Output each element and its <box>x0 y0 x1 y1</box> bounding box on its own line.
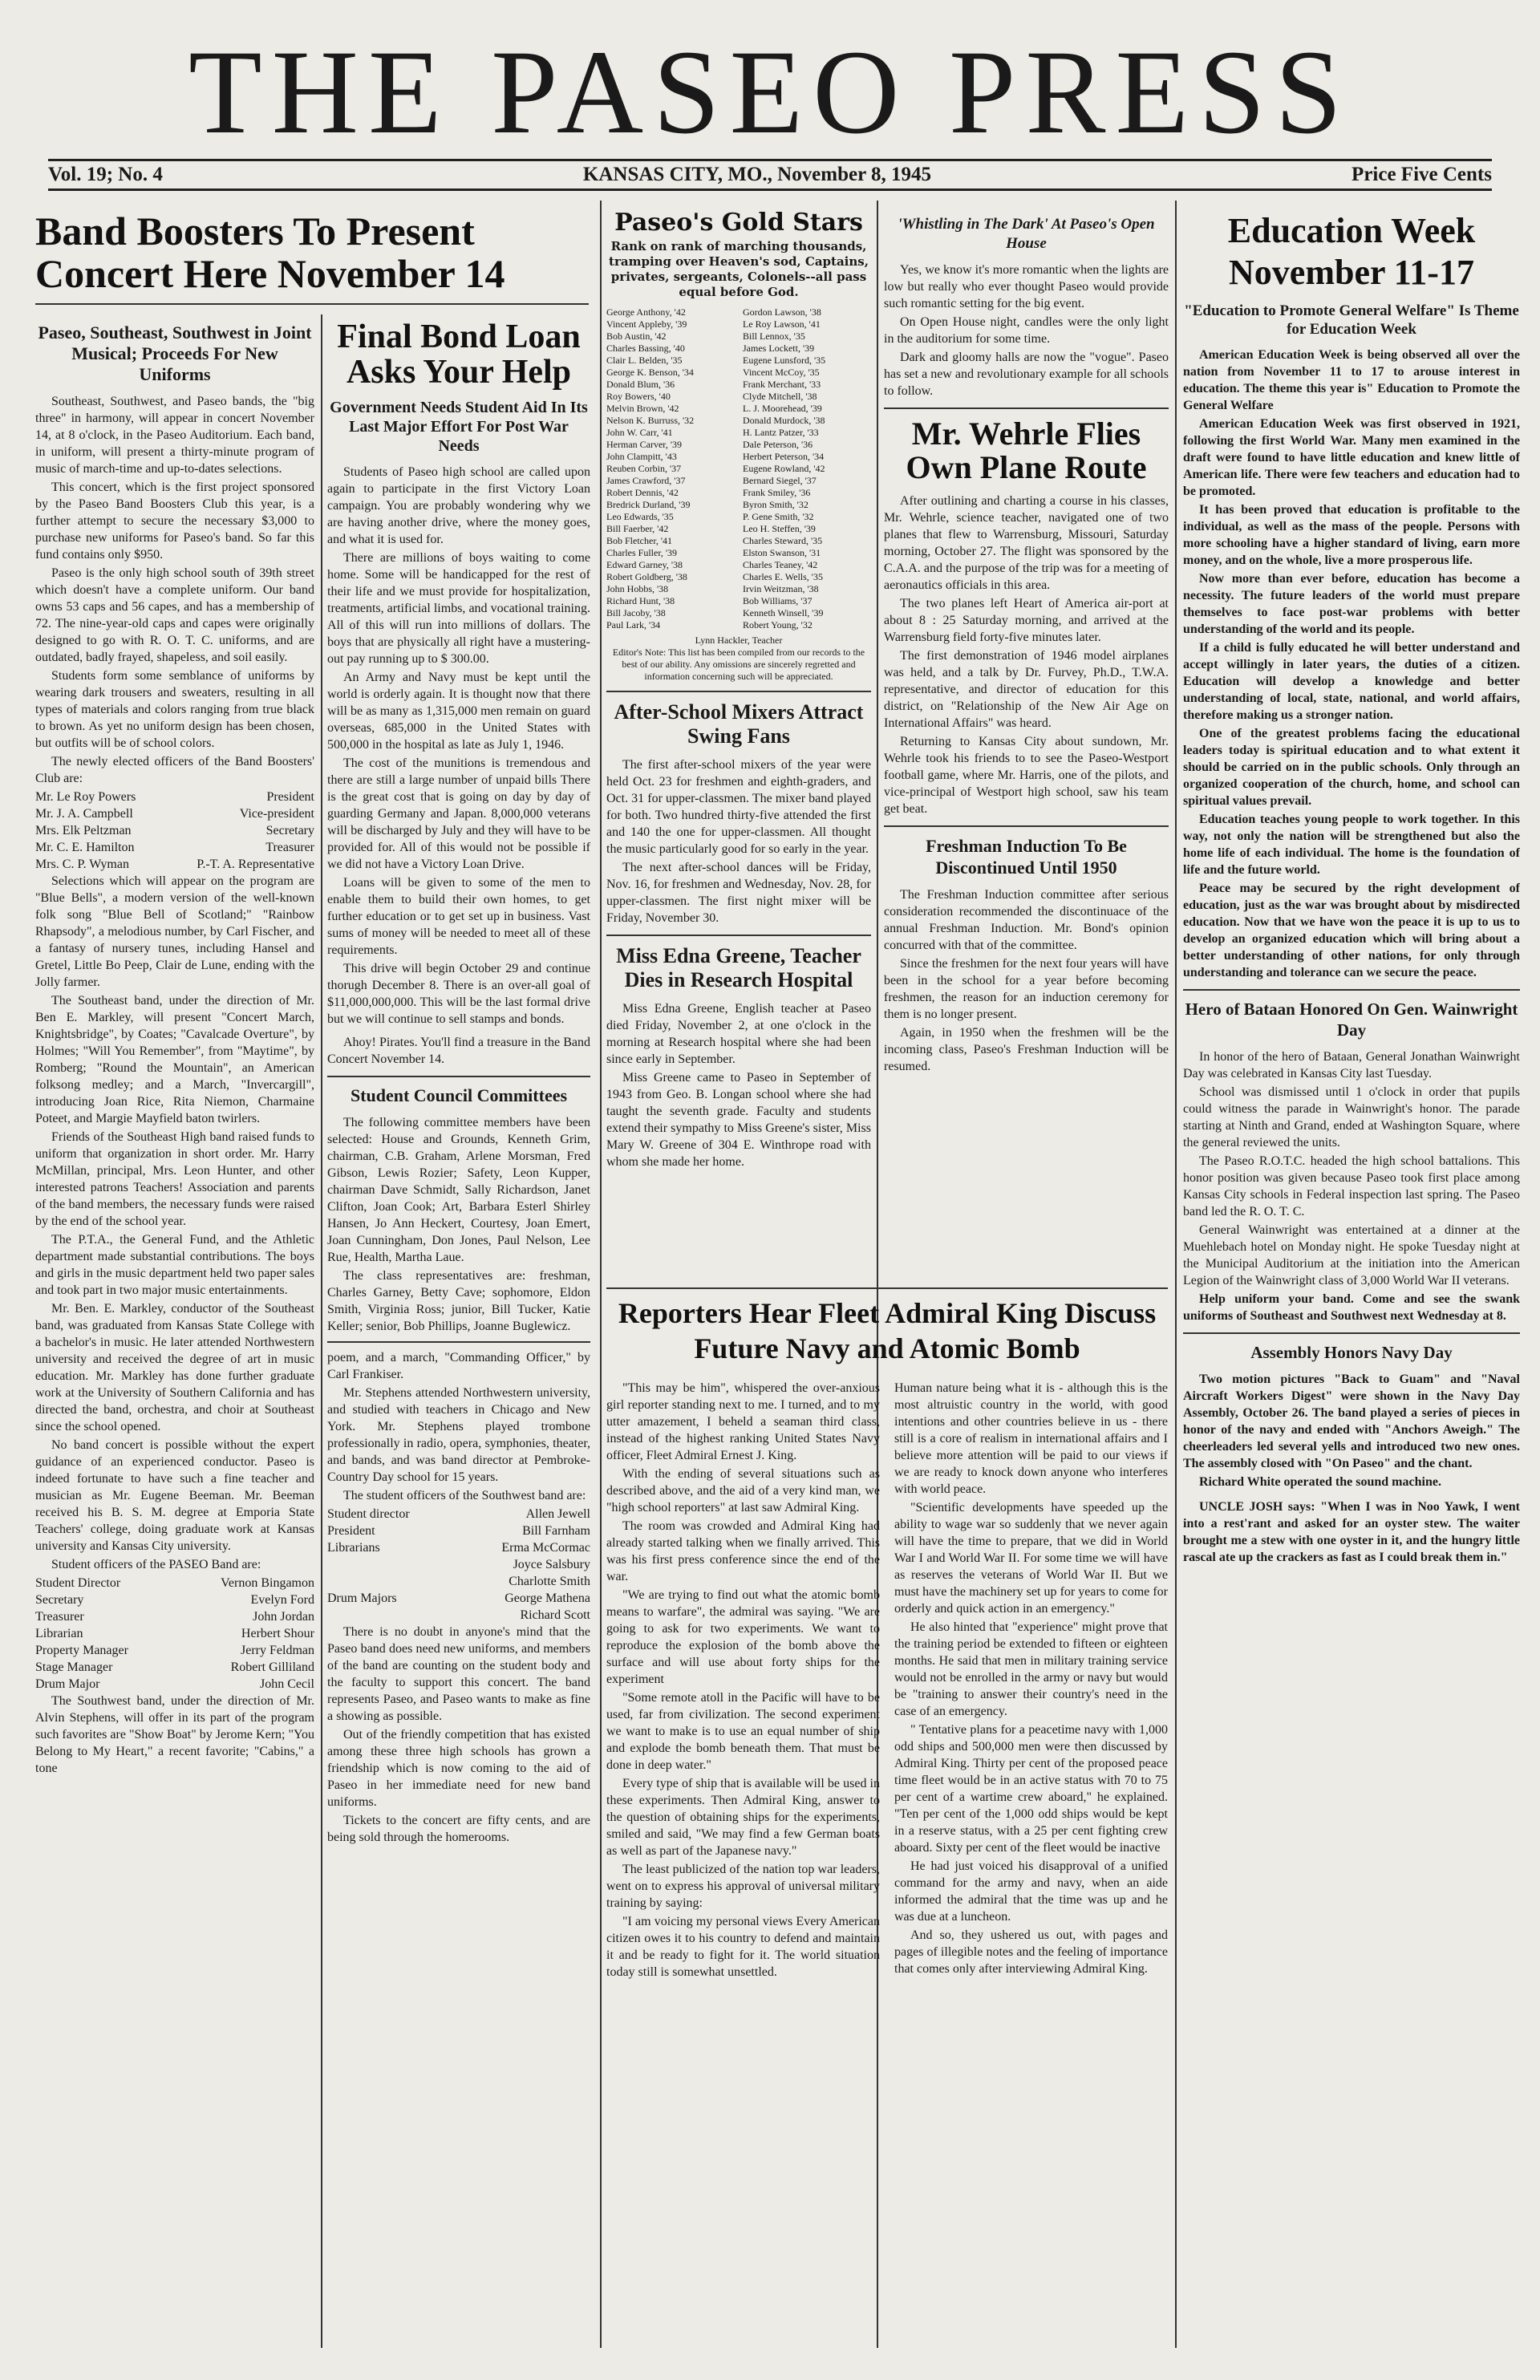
band-subhead: Paseo, Southeast, Southwest in Joint Musical; Proceeds For New Uniforms <box>38 322 312 384</box>
bond-body <box>327 464 590 1068</box>
price: Price Five Cents <box>1352 164 1492 185</box>
section-rule <box>1183 1332 1520 1334</box>
band-paragraph: Mr. Ben. E. Markley, conductor of the Southeast band, was graduated from Kansas State College with a bachelor's in music. He later attended Northwestern university and received the degree of art in music education. Mr. Markley has done further graduate work at the University of Southern California and has directed the band, orchestra, and choir at Southeast since the school opened. <box>35 1302 314 1433</box>
gold-stars-article <box>606 207 871 1278</box>
gold-star-name: Bill Faerber, '42 <box>606 522 669 534</box>
band-paragraph: Students form some semblance of uniforms by wearing dark trousers and sweaters, resulting in all types of materials and colors ranging from true black to brown. As yet no uniform design has been chosen, but outfits will be of school colors. <box>35 669 314 750</box>
freshman-paragraph: Since the freshmen for the next four years will have been in the school for a year before becoming freshmen, the reason for an induction ceremony for them is no longer present. <box>884 957 1169 1021</box>
gold-star-name: Charles Fuller, '39 <box>606 546 678 558</box>
band-paragraph: No band concert is possible without the expert guidance of an experienced conductor. Paseo is indeed fortunate to have such a fine teacher and musician as Mr. Eugene Beeman. Mr. Beeman received his B. S. M. degree at Emporia State Teachers' college, doing graduate work at Kansas university and Kansas City university. <box>35 1438 314 1553</box>
king-paragraph: " Tentative plans for a peacetime navy with 1,000 odd ships and 500,000 men were then discussed by Admiral King. Thirty per cent of the proposed peace time fleet would be in an active status with 70 to 75 per cent of a wartime crew aboard," he explained. "Ten per cent of the 1,000 odd ships would be kept in a reserve status, with a 25 per cent fighting crew aboard. Sixty per cent of the fleet would be inactive <box>894 1723 1168 1855</box>
whistling-paragraph: Dark and gloomy halls are now the "vogue". Paseo has set a new and revolutionary example for all schools to follow. <box>884 351 1169 398</box>
gold-star-name: Donald Murdock, '38 <box>743 414 825 426</box>
bataan-paragraph: General Wainwright was entertained at a dinner at the Muehlebach hotel on Monday night. He spoke Tuesday night at the Municipal Auditorium at the initiation into the American Legion of the Wainwright class of 3,000 World War II veterans. <box>1183 1223 1520 1287</box>
gold-star-name: Donald Blum, '36 <box>606 378 675 390</box>
king-paragraph: The room was crowded and Admiral King had already started talking when we finally arrived. This was his first press conference since the end of the war. <box>606 1519 880 1583</box>
whistling-paragraph: On Open House night, candles were the only light in the auditorium for some time. <box>884 315 1169 346</box>
column-rule <box>321 314 322 2348</box>
wehrle-paragraph: Returning to Kansas City about sundown, Mr. Wehrle took his friends to to see the Paseo-Westport football game, where Mr. Harris, one of the pilots, and vice-principal of Westport high school, saw his team get beat. <box>884 735 1169 816</box>
officer-row: Drum Major John Cecil <box>35 1677 314 1691</box>
officer-row: Student Director Vernon Bingamon <box>35 1576 314 1590</box>
king-paragraph: "We are trying to find out what the atomic bomb means to warfare", the admiral was saying. "We are going to ask for two experiments. We want to reproduce the explosion of the bomb above the surface and will use about forty ships for the experiment <box>606 1588 880 1686</box>
education-paragraph: American Education Week was first observed in 1921, following the first World War. Many men examined in the draft were found to have little education and knew little of American life. There were few teachers and education had to be promoted. <box>1183 417 1520 498</box>
section-rule <box>606 935 871 936</box>
king-headline-block <box>606 1295 1168 1376</box>
bond-headline: Final Bond Loan Asks Your Help <box>337 318 581 391</box>
officer-row: Stage Manager Robert Gilliland <box>35 1660 314 1674</box>
bond-paragraph: This drive will begin October 29 and continue thorugh December 8. There is an over-all goal of $11,000,000,000. This will be the last formal drive but we will continue to sell stamps and bonds. <box>327 962 590 1027</box>
band-student-officers <box>35 1575 314 1693</box>
gold-star-name: Roy Bowers, '40 <box>606 390 671 402</box>
mixers-paragraph: The next after-school dances will be Friday, Nov. 16, for freshmen and Wednesday, Nov. 28, for upper-classmen. The first night mixer will be Friday, November 30. <box>606 860 871 925</box>
navyday-paragraph: Two motion pictures "Back to Guam" and "Naval Aircraft Workers Digest" were shown in the Navy Day Assembly, October 26. The band played a series of pieces in honor of the navy and ended with "Anchors Aweigh." The cheerleaders led several yells and introduced two new ones. The assembly closed with "On Paseo" and the chant. <box>1183 1372 1520 1470</box>
band-closing: The Southwest band, under the direction of Mr. Alvin Stephens, will offer in its part of the program such favorites are "Show Boat" by Jerome Kern; "You Belong to My Heart," a recent favorite; "Cabins," a tone <box>35 1694 314 1775</box>
bond-paragraph: Ahoy! Pirates. You'll find a treasure in the Band Concert November 14. <box>327 1036 590 1067</box>
education-paragraph: One of the greatest problems facing the educational leaders today is spiritual education and to what extent it should be carried on in the public schools. Only through an organized cooperation of the church, home, and school can spiritual values prevail. <box>1183 727 1520 808</box>
mixers-body <box>606 756 871 926</box>
dateline-bar <box>48 159 1492 191</box>
gold-star-name: Robert Young, '32 <box>743 618 813 630</box>
bond-paragraph: An Army and Navy must be kept until the world is orderly again. It is thought now that there will be as many as 1,315,000 men remain on guard overseas, 685,000 in the United States with 500,000 in the hospital as late as July 1, 1946. <box>327 671 590 752</box>
band-paragraph: The newly elected officers of the Band Boosters' Club are: <box>35 755 314 785</box>
gold-star-name: Byron Smith, '32 <box>743 498 808 510</box>
gold-stars-headline: Paseo's Gold Stars <box>614 209 863 237</box>
gold-stars-roster <box>606 306 871 631</box>
gold-star-name: Kenneth Winsell, '39 <box>743 606 824 618</box>
gold-star-name: P. Gene Smith, '32 <box>743 510 814 522</box>
band-headline-block <box>35 210 589 310</box>
section-rule <box>606 1287 1168 1289</box>
band-paragraph: Friends of the Southeast High band raised funds to uniform that organization in short order. Mr. Harry McMillan, principal, Mrs. Leon Hunter, and other interested patrons Teachers! Association and parents of the band members, the necessary funds were raised by the end of the school year. <box>35 1130 314 1228</box>
officer-row: Treasurer John Jordan <box>35 1610 314 1624</box>
gold-star-name: Bill Lennox, '35 <box>743 330 805 342</box>
gold-star-name: Clyde Mitchell, '38 <box>743 390 817 402</box>
greene-paragraph: Miss Greene came to Paseo in September of 1943 from Geo. B. Longan school where she had taught the seventh grade. Faculty and students extend their sympathy to Miss Greene's sister, Miss Mary W. Greene of 304 E. Winthrope road with whom she made her home. <box>606 1070 871 1169</box>
gold-star-name: Bob Williams, '37 <box>743 594 813 606</box>
bataan-headline: Hero of Bataan Honored On Gen. Wainwright Day <box>1185 999 1518 1040</box>
southwest-officers <box>327 1506 590 1624</box>
gold-star-name: Bredrick Durland, '39 <box>606 498 691 510</box>
gold-star-name: Edward Garney, '38 <box>606 558 683 570</box>
bond-subhead: Government Needs Student Aid In Its Last Major Effort For Post War Needs <box>330 399 588 456</box>
wehrle-paragraph: The first demonstration of 1946 model airplanes was held, and a talk by Dr. Furvey, Ph.D., T.W.A. representative, and director of education for this district, on "Relationship of the New Air Age on International Affairs" was heard. <box>884 649 1169 730</box>
band-paragraph: Tickets to the concert are fifty cents, and are being sold through the homerooms. <box>327 1814 590 1845</box>
freshman-paragraph: Again, in 1950 when the freshmen will be the incoming class, Paseo's Freshman Induction will be resumed. <box>884 1026 1169 1073</box>
king-paragraph: "I am voicing my personal views Every American citizen owes it to his country to defend and maintain it and be ready to fight for it. The world situation today still is somewhat unsettled. <box>606 1915 880 1979</box>
council-paragraph: The following committee members have been selected: House and Grounds, Kenneth Grim, chairman, C.B. Graham, Arlene Morsman, Fred Gibson, Lewis Rozier; Safety, Leon Kupper, chairman Dave Schmidt, Sally Richardson, Janet Clifton, Joan Cook; Art, Barbara Esterl Shirley Hansen, Jo Ann Heckert, Courtesy, Joan Emert, Joan Cunningham, Don Jones, Paul Nelson, Lee Rue, Health, Martha Laue. <box>327 1116 590 1265</box>
gold-star-name: John Clampitt, '43 <box>606 450 677 462</box>
band-article <box>35 314 314 2356</box>
gold-star-name: Bill Jacoby, '38 <box>606 606 666 618</box>
gold-star-name: Bob Austin, '42 <box>606 330 667 342</box>
gold-star-name: Reuben Corbin, '37 <box>606 462 682 474</box>
band-body <box>35 393 314 787</box>
officer-row: Property Manager Jerry Feldman <box>35 1644 314 1657</box>
column-five <box>1183 207 1520 2356</box>
bataan-paragraph: In honor of the hero of Bataan, General Jonathan Wainwright Day was celebrated in Kansas City last Tuesday. <box>1183 1050 1520 1081</box>
gold-star-name: Leo Edwards, '35 <box>606 510 674 522</box>
section-rule <box>1183 989 1520 991</box>
gold-star-name: Robert Goldberg, '38 <box>606 570 687 582</box>
gold-star-name: James Crawford, '37 <box>606 474 686 486</box>
band-paragraph: Paseo is the only high school south of 39th street which doesn't have a complete uniform. Our band owns 53 caps and 56 capes, and has a membership of 72. The nine-year-old caps and capes were originally designed to go with R. O. T. C. uniforms, and are outdated, badly frayed, shapeless, and soil easily. <box>35 566 314 664</box>
king-paragraph: Human nature being what it is - although this is the most altruistic country in the world, with good intentions and other countries believe in us - there still is a core of realism in international affairs and I believe more attention will be paid to our views if we are ready to knock down anyone who interferes with world peace. <box>894 1381 1168 1496</box>
officer-row: Mrs. Elk Peltzman Secretary <box>35 824 314 837</box>
gold-star-name: Nelson K. Burruss, '32 <box>606 414 695 426</box>
gold-star-name: Eugene Lunsford, '35 <box>743 354 826 366</box>
column-four <box>884 207 1169 1278</box>
council-body <box>327 1114 590 1335</box>
education-body <box>1183 347 1520 981</box>
officer-row: Drum Majors George Mathena <box>327 1591 590 1606</box>
bond-paragraph: The cost of the munitions is tremendous and there are still a large number of unpaid bills There is the great cost that is going on day by day of guarding Germany and Japan. 8,000,000 veterans will be discharged by July and they will have to be provided for. All of this would not be possible if we did not have a Victory Loan Drive. <box>327 756 590 872</box>
freshman-headline: Freshman Induction To Be Discontinued Until 1950 <box>926 836 1127 878</box>
officer-row: Librarians Erma McCormac <box>327 1541 590 1555</box>
education-paragraph: Education teaches young people to work together. In this way, not only the nation will be strengthened but also the home life of each individual. The home is the foundation of life and the future world. <box>1183 813 1520 877</box>
band-paragraph: Mr. Stephens attended Northwestern university, and studied with teachers in Chicago and New York. Mr. Stephens played trombone professionally in radio, opera, symphonies, theater, and bands, and was band director at Pembroke-Country Day school for 15 years. <box>327 1386 590 1485</box>
band-paragraph: poem, and a march, "Commanding Officer," by Carl Frankiser. <box>327 1351 590 1382</box>
bond-paragraph: Loans will be given to some of the men to enable them to build their own homes, to get further education or to get set up in business. Vast sums of money will be needed to meet all of these requirements. <box>327 876 590 958</box>
gold-star-name: Paul Lark, '34 <box>606 618 661 630</box>
education-paragraph: Now more than ever before, education has become a necessity. The future leaders of the world must prepare themselves to face post-war problems with better understanding of the world and its people. <box>1183 572 1520 636</box>
gold-star-name: James Lockett, '39 <box>743 342 815 354</box>
band-paragraph: Student officers of the PASEO Band are: <box>51 1558 261 1571</box>
section-rule <box>884 825 1169 827</box>
volume-number: Vol. 19; No. 4 <box>48 164 163 185</box>
officer-row: Joyce Salsbury <box>513 1558 590 1572</box>
king-paragraph: "Some remote atoll in the Pacific will have to be used, far from civilization. The second experiment we want to make is to use an equal number of ship and explode the bomb beneath them. That must be done in deep water." <box>606 1691 880 1772</box>
education-paragraph: If a child is fully educated he will better understand and accept willingly in later years, the duties of a citizen. Education will develop a knowledge and better understanding of local, state, national, and world affairs, therefore making us a stronger nation. <box>1183 641 1520 722</box>
band-paragraph: Out of the friendly competition that has existed among these three high schools has grown a friendship which is now coming to the aid of Paseo in her immediate need for new band uniforms. <box>327 1728 590 1810</box>
king-paragraph: With the ending of several situations such as described above, and the aid of a very kind man, we "high school reporters" at last saw Admiral King. <box>606 1467 880 1514</box>
education-paragraph: It has been proved that education is profitable to the individual, as well as the mass of the people. Persons with more schooling have a higher standard of living, earn more money, and on the whole, live a more prosperous life. <box>1183 503 1520 567</box>
gold-star-name: Eugene Rowland, '42 <box>743 462 825 474</box>
king-paragraph: Every type of ship that is available will be used in these experiments. Then Admiral King, answer to the question of obtaining ships for the experiments, smiled and said, "We may find a few German boats as well as part of the Japanese navy." <box>606 1777 880 1858</box>
navyday-paragraph: UNCLE JOSH says: "When I was in Noo Yawk, I went into a rest'rant and asked for an oyster stew. The waiter brought me a stew with one oyster in it, and the hungry little rascal ate up the crackers as fast as I could break them in." <box>1183 1500 1520 1564</box>
dateline: KANSAS CITY, MO., November 8, 1945 <box>582 164 931 185</box>
section-rule <box>884 407 1169 409</box>
king-paragraph: "This may be him", whispered the over-anxious girl reporter standing next to me. I turned, and to my utter amazement, I beheld a seaman third class, instead of the highest ranking United States Navy officer, Fleet Admiral Ernest J. King. <box>606 1381 880 1462</box>
gold-star-name: Melvin Brown, '42 <box>606 402 679 414</box>
column-rule <box>1175 201 1177 2348</box>
gold-star-name: Charles Teaney, '42 <box>743 558 818 570</box>
band-continued-2 <box>327 1624 590 1846</box>
officer-row: Richard Scott <box>520 1608 590 1623</box>
mixers-paragraph: The first after-school mixers of the year were held Oct. 23 for freshmen and eighth-graders, and Oct. 31 for upper-classmen. The mixer band played for both. Two hundred thirty-five attended the first and 140 the one for upper-classmen. All thought the music particularly good for so early in the year. <box>606 757 871 856</box>
officer-row: Charlotte Smith <box>509 1575 590 1589</box>
council-paragraph: The class representatives are: freshman, Charles Garney, Betty Cave; sophomore, Eldon Smith, Virginia Ross; junior, Bill Tucker, Katie Keller; senior, Bob Phillips, Joanne Buglewicz. <box>327 1269 590 1334</box>
mixers-headline: After-School Mixers Attract Swing Fans <box>614 699 864 748</box>
gold-star-name: Richard Hunt, '38 <box>606 594 675 606</box>
gold-star-name: Charles Bassing, '40 <box>606 342 685 354</box>
gold-star-name: Dale Peterson, '36 <box>743 438 813 450</box>
bond-paragraph: There are millions of boys waiting to come home. Some will be handicapped for the rest of their life and we must provide for hospitalization, treatments, artificial limbs, and vocational training. All of this will run into millions of dollars. The boys that are physically all right have a mustering-out pay running up to $ 300.00. <box>327 551 590 667</box>
section-rule <box>327 1341 590 1343</box>
gold-star-name: Bernard Siegel, '37 <box>743 474 817 486</box>
king-paragraph: He also hinted that "experience" might prove that the training period be extended to fifteen or eighteen months. He said that men in military training service would not be enrolled in the army or navy but would be "training to answer their country's need in the case of an emergency. <box>894 1620 1168 1718</box>
officer-row: Mr. C. E. Hamilton Treasurer <box>35 841 314 854</box>
gold-star-name: John W. Carr, '41 <box>606 426 673 438</box>
band-headline: Band Boosters To Present Concert Here November 14 <box>35 210 505 296</box>
gold-star-name: Frank Merchant, '33 <box>743 378 821 390</box>
gold-star-name: Herbert Peterson, '34 <box>743 450 825 462</box>
band-paragraph: The Southeast band, under the direction of Mr. Ben E. Markley, will present "Concert March, Knightsbridge", by Coates; "Cavalcade Overture", by Holmes; "Will You Remember", from "Maytime", by Romberg; "Round the Mountain", an American folksong medley; and a March, "Invercargill", introducing Joan Rice, Rita Niemon, Charmaine Poteet, and Margie Mayfield baton twirlers. <box>35 994 314 1125</box>
navyday-headline: Assembly Honors Navy Day <box>1250 1343 1453 1362</box>
king-column-2 <box>894 1380 1168 2356</box>
gold-star-name: Vincent Appleby, '39 <box>606 318 687 330</box>
band-continued <box>327 1349 590 1504</box>
band-paragraph: Southeast, Southwest, and Paseo bands, the "big three" in harmony, will appear in concert November 14, at 8 o'clock, in the Paseo Auditorium. Each band, in uniform, will present a thirty-minute program of music of march-time and up-to-dates selections. <box>35 395 314 476</box>
section-rule <box>606 691 871 692</box>
officer-row: Mrs. C. P. Wyman P.-T. A. Representative <box>35 858 314 871</box>
band-paragraph: The student officers of the Southwest band are: <box>343 1489 586 1503</box>
whistling-headline: 'Whistling in The Dark' At Paseo's Open House <box>898 216 1155 252</box>
wehrle-paragraph: The two planes left Heart of America air-port at about 8 : 25 Saturday morning, and arrived at the Warrensburg field forty-five minutes later. <box>884 597 1169 644</box>
gold-star-name: Le Roy Lawson, '41 <box>743 318 821 330</box>
gold-star-name: Herman Carver, '39 <box>606 438 682 450</box>
band-body-2 <box>35 873 314 1573</box>
education-paragraph: American Education Week is being observed all over the nation from November 11 to 17 to arouse interest in education. The theme this year is" Education to Promote the General Welfare <box>1183 348 1520 412</box>
king-paragraph: The least publicized of the nation top war leaders, went on to express his approval of universal military training by saying: <box>606 1863 880 1910</box>
navyday-paragraph: Richard White operated the sound machine. <box>1199 1475 1441 1489</box>
king-headline: Reporters Hear Fleet Admiral King Discuss Future Navy and Atomic Bomb <box>618 1297 1157 1364</box>
whistling-paragraph: Yes, we know it's more romantic when the lights are low but really who ever thought Paseo would provide such romantic setting for the big event. <box>884 263 1169 310</box>
band-paragraph: There is no doubt in anyone's mind that the Paseo band does need new uniforms, and members of the band are counting on the student body and the faculty to support this concert. The band represents Paseo, and Paseo wants to make as fine a showing as possible. <box>327 1625 590 1724</box>
gold-star-name: John Hobbs, '38 <box>606 582 669 594</box>
king-column-1 <box>606 1380 880 2356</box>
section-rule <box>327 1076 590 1077</box>
wehrle-body <box>884 493 1169 817</box>
wehrle-paragraph: After outlining and charting a course in his classes, Mr. Wehrle, science teacher, navigated one of two planes that flew to Warrensburg, Missouri, Saturday morning, October 27. The flight was sponsored by the C.A.A. and the purpose of the trip was for a meeting of aeronautics officials in this area. <box>884 494 1169 592</box>
whistling-body <box>884 262 1169 399</box>
officer-row: Mr. Le Roy Powers President <box>35 790 314 804</box>
gold-star-name: Bob Fletcher, '41 <box>606 534 673 546</box>
band-paragraph: The P.T.A., the General Fund, and the Athletic department made substantial contributions. The boys and girls in the music department held two paper sales and took part in two major music entertainments. <box>35 1233 314 1297</box>
bataan-paragraph: The Paseo R.O.T.C. headed the high school battalions. This honor position was given because Paseo took first place among Kansas City schools in Federal inspection last spring. The Paseo band led the R. O. T. C. <box>1183 1154 1520 1218</box>
officer-row: Librarian Herbert Shour <box>35 1627 314 1640</box>
greene-paragraph: Miss Edna Greene, English teacher at Paseo died Friday, November 2, at one o'clock in the morning at Research hospital where she had been since early in September. <box>606 1001 871 1066</box>
king-paragraph: And so, they ushered us out, with pages and pages of illegible notes and the feeling of importance that comes only after interviewing Admiral King. <box>894 1928 1168 1976</box>
greene-headline: Miss Edna Greene, Teacher Dies in Research Hospital <box>616 943 861 991</box>
bond-paragraph: Students of Paseo high school are called upon again to participate in the first Victory Loan campaign. You are probably wondering why we are having another drive, where the money goes, and what it is used for. <box>327 465 590 547</box>
gold-star-name: Irvin Weitzman, '38 <box>743 582 819 594</box>
education-paragraph: Peace may be secured by the right development of education, just as the war was brought about by misdirected education. Now that we have won the peace it is up to us to develop an organized education which will bring about a better understanding of other nations, for only through understanding and tolerance can we secure the peace. <box>1183 882 1520 979</box>
education-subhead: "Education to Promote General Welfare" Is Theme for Education Week <box>1184 302 1519 338</box>
gold-star-name: Leo H. Steffen, '39 <box>743 522 816 534</box>
officer-row: Student director Allen Jewell <box>327 1507 590 1522</box>
gold-stars-subhead: Rank on rank of marching thousands, tramping over Heaven's sod, Captains, privates, sergeants, Colonels--all pass equal before God. <box>609 238 869 299</box>
wehrle-headline: Mr. Wehrle Flies Own Plane Route <box>906 416 1147 485</box>
officer-row: President Bill Farnham <box>327 1524 590 1539</box>
gold-star-name: George Anthony, '42 <box>606 306 686 318</box>
masthead-title: THE PASEO PRESS <box>188 26 1352 159</box>
freshman-paragraph: The Freshman Induction committee after serious consideration recommended the discontinuace of the annual Freshman Induction. Mr. Bond's opinion concurred with that of the committee. <box>884 888 1169 952</box>
column-rule <box>600 201 602 2348</box>
officer-row: Mr. J. A. Campbell Vice-president <box>35 807 314 821</box>
bataan-body <box>1183 1048 1520 1324</box>
band-paragraph: This concert, which is the first project sponsored by the Paseo Band Boosters Club this year, is a further attempt to secure the necessary $3,000 to purchase new uniforms for Paseo's band. So far this fund contains only $950. <box>35 480 314 562</box>
gold-star-name: Gordon Lawson, '38 <box>743 306 821 318</box>
education-headline: Education Week November 11-17 <box>1227 211 1476 292</box>
bataan-paragraph: School was dismissed until 1 o'clock in order that pupils could witness the parade in Wainwright's honor. The parade starting at Ninth and Grand, ended at Washington Square, where the general reviewed the units. <box>1183 1085 1520 1149</box>
gold-star-name: Vincent McCoy, '35 <box>743 366 820 378</box>
king-article <box>606 1380 1168 2356</box>
band-paragraph: Selections which will appear on the program are "Blue Bells", a modern version of the well-known folk song "Blue Bell of Scotland;" "Rainbow Rhapsody", a melodious number, by Carl Fischer, and a fantasy of nursery tunes, including Hansel and Gretel, Little Bo Peep, Clair de Lune, ending with the Jolly farmer. <box>35 874 314 989</box>
gold-star-name: H. Lantz Patzer, '33 <box>743 426 819 438</box>
section-rule <box>35 303 589 305</box>
bond-article <box>327 314 590 2356</box>
bataan-paragraph: Help uniform your band. Come and see the swank uniforms of Southeast and Southwest next Wednesday at 8. <box>1183 1292 1520 1323</box>
gold-star-name: Charles E. Wells, '35 <box>743 570 823 582</box>
band-officers-list <box>35 789 314 873</box>
council-headline: Student Council Committees <box>350 1085 568 1106</box>
gold-star-name: George K. Benson, '34 <box>606 366 694 378</box>
gold-star-name: Elston Swanson, '31 <box>743 546 821 558</box>
gold-star-name: L. J. Moorehead, '39 <box>743 402 822 414</box>
gold-star-name: Charles Steward, '35 <box>743 534 823 546</box>
gold-star-name: Clair L. Belden, '35 <box>606 354 683 366</box>
gold-star-name: Robert Dennis, '42 <box>606 486 679 498</box>
king-paragraph: He had just voiced his disapproval of a unified command for the army and navy, when an aide informed the admiral that the time was up and he was due at a luncheon. <box>894 1859 1168 1924</box>
gold-star-name: Frank Smiley, '36 <box>743 486 811 498</box>
freshman-body <box>884 886 1169 1075</box>
king-paragraph: "Scientific developments have speeded up the ability to wage war so suddenly that we never again will have the time to prepare, that we did in World War I and World War II. For some time we will have as reserves the veterans of World War II. But we must have the machinery set up for years to come for orderly and quick action in an emergency." <box>894 1501 1168 1616</box>
officer-row: Secretary Evelyn Ford <box>35 1593 314 1607</box>
greene-body <box>606 1000 871 1170</box>
gold-stars-note: Lynn Hackler, Teacher Editor's Note: This list has been compiled from our records to the best of our ability. Any omissions are sincerely regretted and information concerning such will be appreciated. <box>612 634 865 682</box>
navyday-body <box>1183 1371 1520 1566</box>
